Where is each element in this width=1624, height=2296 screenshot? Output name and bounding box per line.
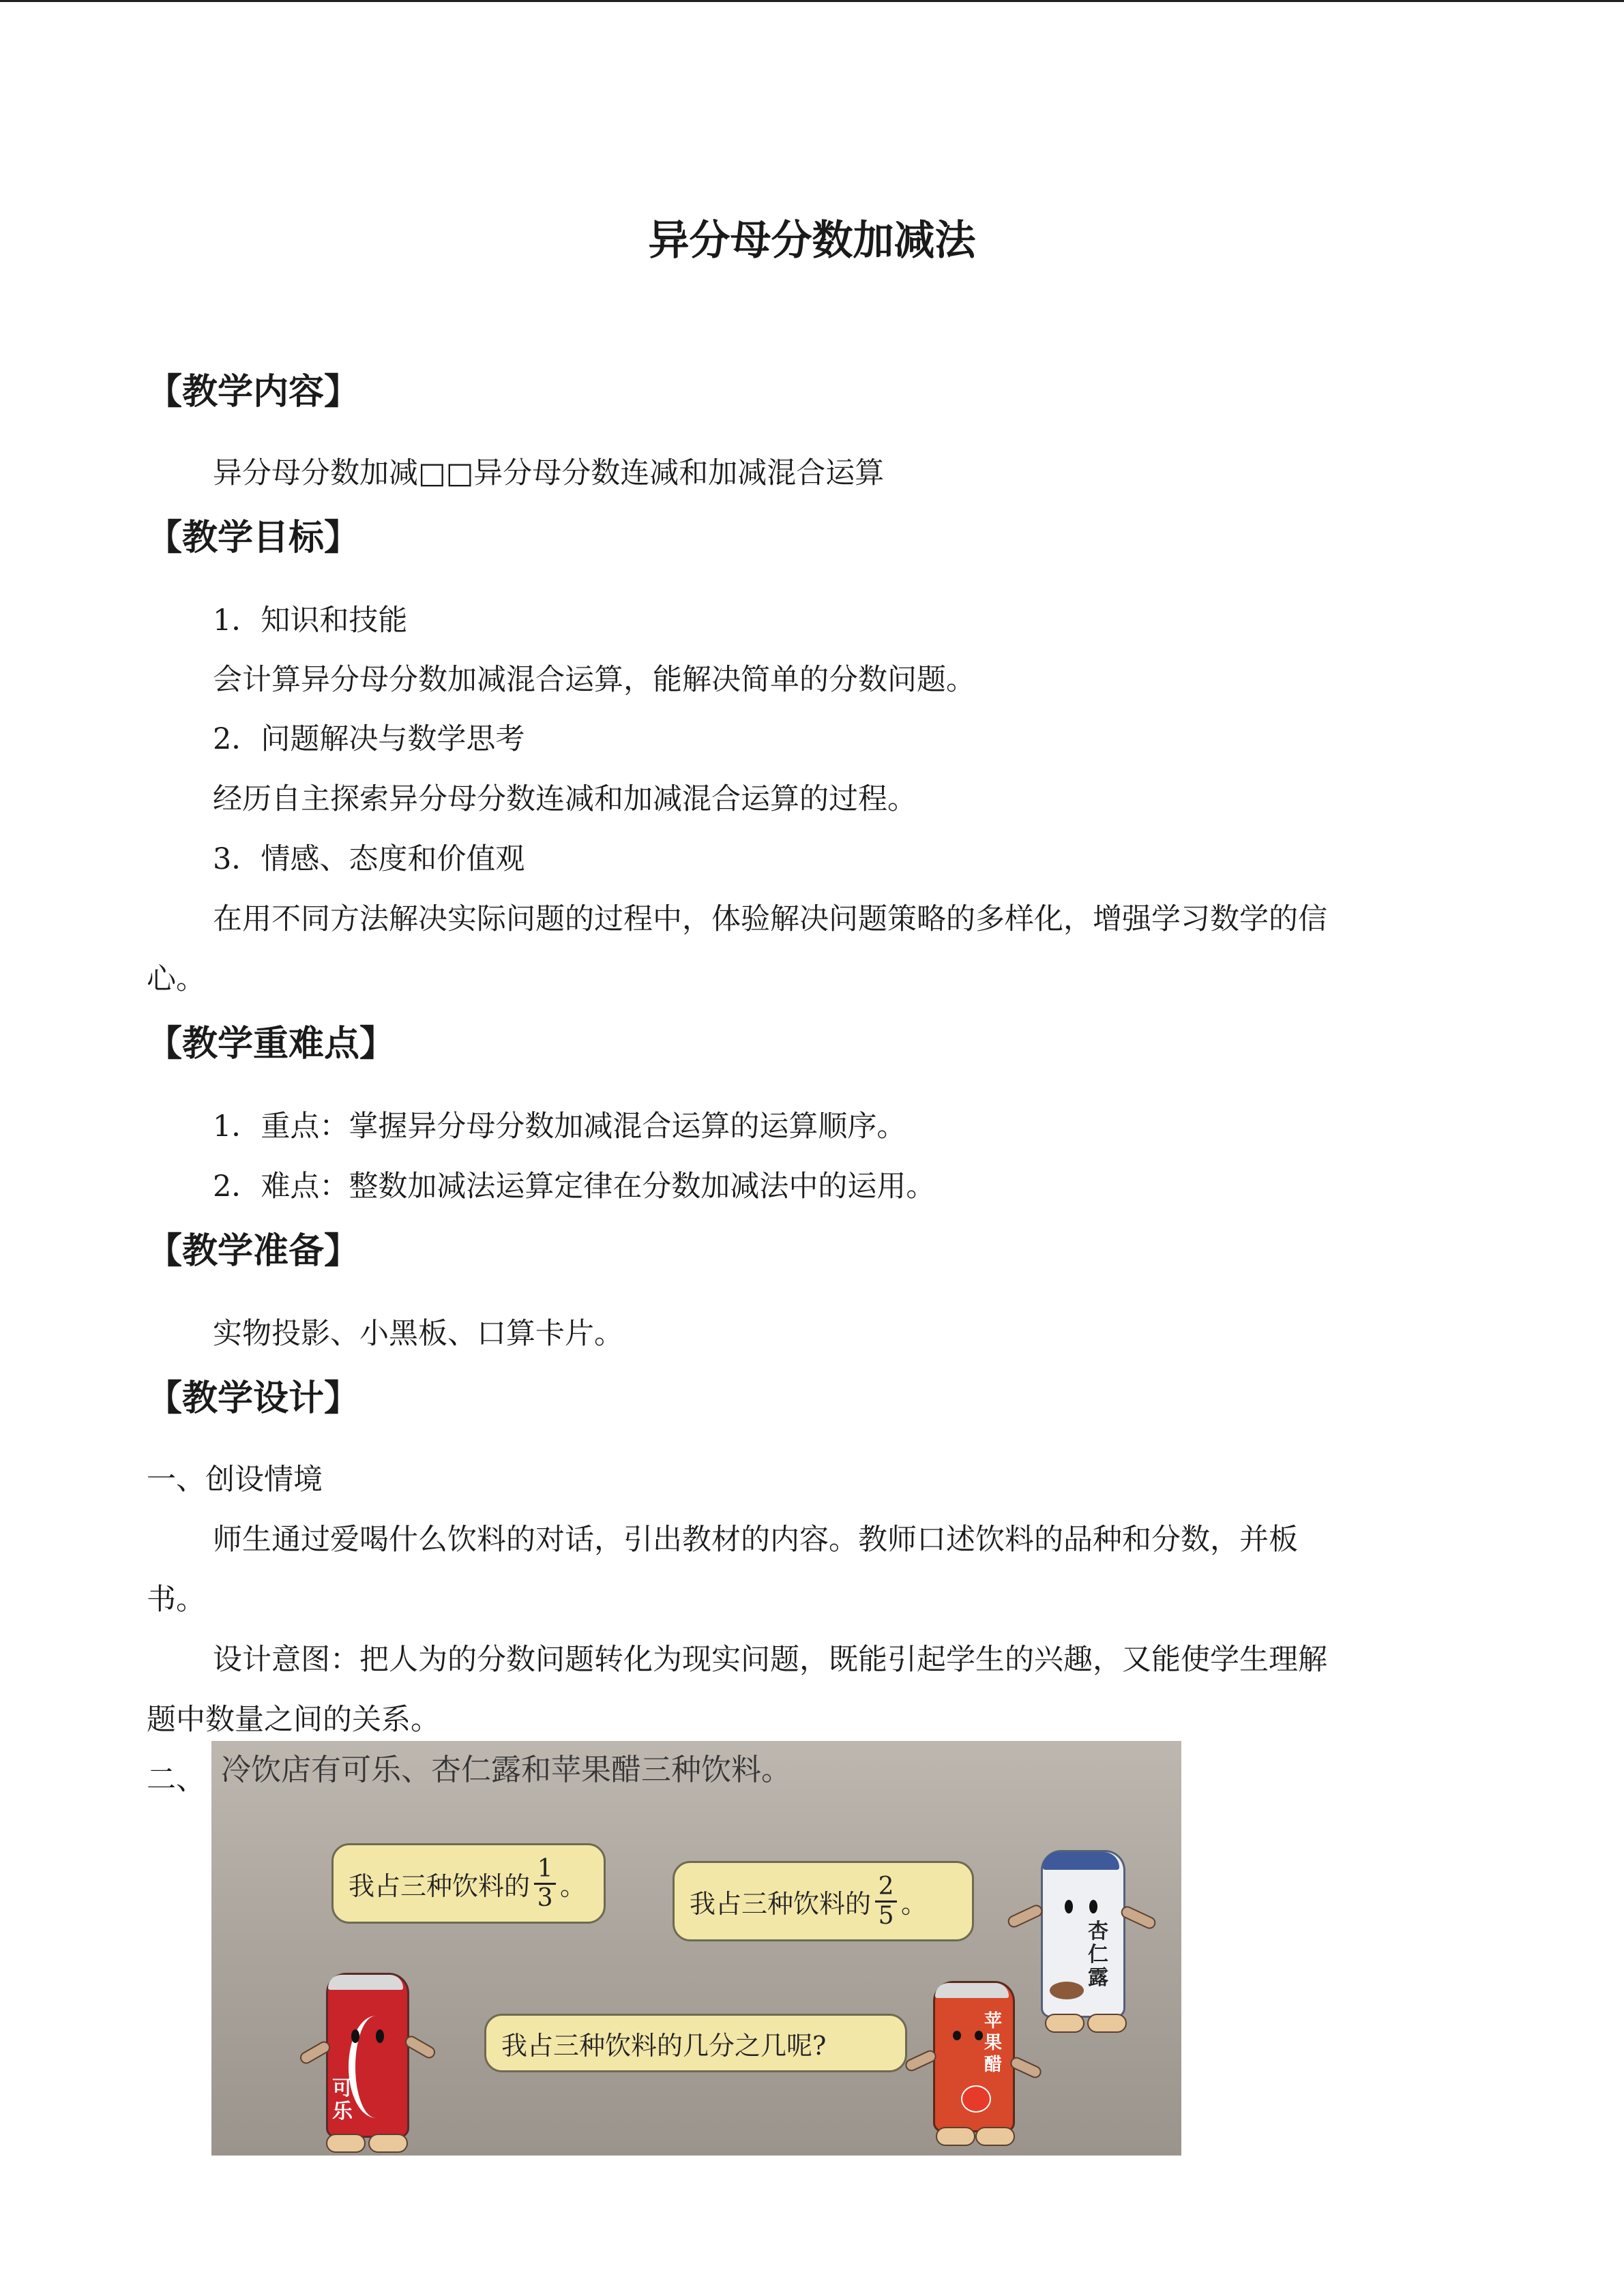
goal-3-title: 3．情感、态度和价值观 bbox=[213, 842, 525, 876]
teaching-content-text: 异分母分数加减□□异分母分数连减和加减混合运算 bbox=[213, 456, 885, 490]
speech-bubble-cola bbox=[331, 1843, 606, 1924]
can-lid bbox=[328, 1975, 403, 1990]
key-point-2: 2．难点：整数加减法运算定律在分数加减法中的运用。 bbox=[213, 1169, 936, 1204]
cola-label: 可乐 bbox=[332, 2076, 353, 2123]
apple-icon bbox=[961, 2085, 991, 2113]
heading-preparation: 【教学准备】 bbox=[147, 1231, 360, 1272]
almond-eye-left bbox=[1065, 1900, 1073, 1913]
almond-eye-right bbox=[1089, 1900, 1097, 1913]
heading-key-points: 【教学重难点】 bbox=[147, 1024, 396, 1064]
step-1-title: 一、创设情境 bbox=[147, 1463, 323, 1497]
almond-foot-left bbox=[1045, 2014, 1084, 2033]
cola-foot-right bbox=[368, 2134, 408, 2153]
apple-vinegar-can bbox=[933, 1981, 1015, 2132]
bubble-almond-suffix: 。 bbox=[901, 1888, 928, 1919]
goal-1-text: 会计算异分母分数加减混合运算，能解决简单的分数问题。 bbox=[213, 663, 975, 697]
speech-bubble-vinegar: 我占三种饮料的几分之几呢? bbox=[484, 2014, 907, 2072]
can-lid bbox=[1043, 1852, 1119, 1870]
step-1-line2: 书。 bbox=[147, 1583, 205, 1617]
almond-nut-icon bbox=[1050, 1982, 1084, 1999]
top-border-line bbox=[0, 0, 1624, 2]
design-intent-line2: 题中数量之间的关系。 bbox=[147, 1703, 440, 1737]
fraction-two-fifths bbox=[875, 1873, 897, 1930]
bubble-almond-text: 我占三种饮料的 bbox=[690, 1888, 872, 1919]
step-1-line1: 师生通过爱喝什么饮料的对话，引出教材的内容。教师口述饮料的品种和分数，并板 bbox=[213, 1523, 1298, 1557]
cola-eye-left bbox=[351, 2029, 359, 2043]
vinegar-eye-right bbox=[975, 2031, 983, 2040]
cola-can bbox=[326, 1973, 409, 2138]
vinegar-foot-right bbox=[975, 2127, 1015, 2146]
almond-label: 杏仁露 bbox=[1088, 1920, 1108, 1990]
illustration-caption: 冷饮店有可乐、杏仁露和苹果醋三种饮料。 bbox=[221, 1753, 791, 1787]
fraction-one-third bbox=[534, 1855, 556, 1912]
goal-2-title: 2．问题解决与数学思考 bbox=[213, 722, 525, 756]
almond-drink-can bbox=[1041, 1850, 1125, 2018]
can-lid bbox=[935, 1983, 1009, 1998]
speech-bubble-almond bbox=[673, 1861, 974, 1941]
vinegar-foot-left bbox=[936, 2127, 975, 2146]
bubble-cola-suffix: 。 bbox=[560, 1870, 587, 1901]
heading-design: 【教学设计】 bbox=[147, 1378, 360, 1419]
goal-3-text-line2: 心。 bbox=[147, 962, 205, 996]
fraction-denominator: 3 bbox=[537, 1883, 553, 1912]
cola-eye-right bbox=[376, 2029, 384, 2043]
design-intent-line1: 设计意图：把人为的分数问题转化为现实问题，既能引起学生的兴趣，又能使学生理解 bbox=[213, 1643, 1327, 1677]
document-title: 异分母分数加减法 bbox=[648, 217, 976, 265]
fraction-numerator: 1 bbox=[537, 1854, 553, 1883]
vinegar-label: 苹果醋 bbox=[984, 2011, 1003, 2075]
goal-3-text-line1: 在用不同方法解决实际问题的过程中，体验解决问题策略的多样化，增强学习数学的信 bbox=[213, 902, 1327, 936]
cola-foot-left bbox=[326, 2134, 366, 2153]
almond-arm-left bbox=[1006, 1903, 1045, 1929]
heading-teaching-content: 【教学内容】 bbox=[147, 372, 360, 413]
almond-foot-right bbox=[1087, 2014, 1127, 2033]
step-2-title: 二、 bbox=[147, 1763, 205, 1797]
fraction-denominator: 5 bbox=[878, 1901, 894, 1930]
fraction-numerator: 2 bbox=[878, 1872, 894, 1900]
goal-1-title: 1．知识和技能 bbox=[213, 603, 408, 638]
vinegar-eye-left bbox=[953, 2031, 961, 2040]
preparation-text: 实物投影、小黑板、口算卡片。 bbox=[213, 1317, 623, 1351]
heading-teaching-goals: 【教学目标】 bbox=[147, 518, 360, 558]
bubble-cola-text: 我占三种饮料的 bbox=[349, 1870, 531, 1901]
goal-2-text: 经历自主探索异分母分数连减和加减混合运算的过程。 bbox=[213, 782, 917, 816]
key-point-1: 1．重点：掌握异分母分数加减混合运算的运算顺序。 bbox=[213, 1109, 906, 1144]
textbook-illustration bbox=[211, 1741, 1181, 2156]
